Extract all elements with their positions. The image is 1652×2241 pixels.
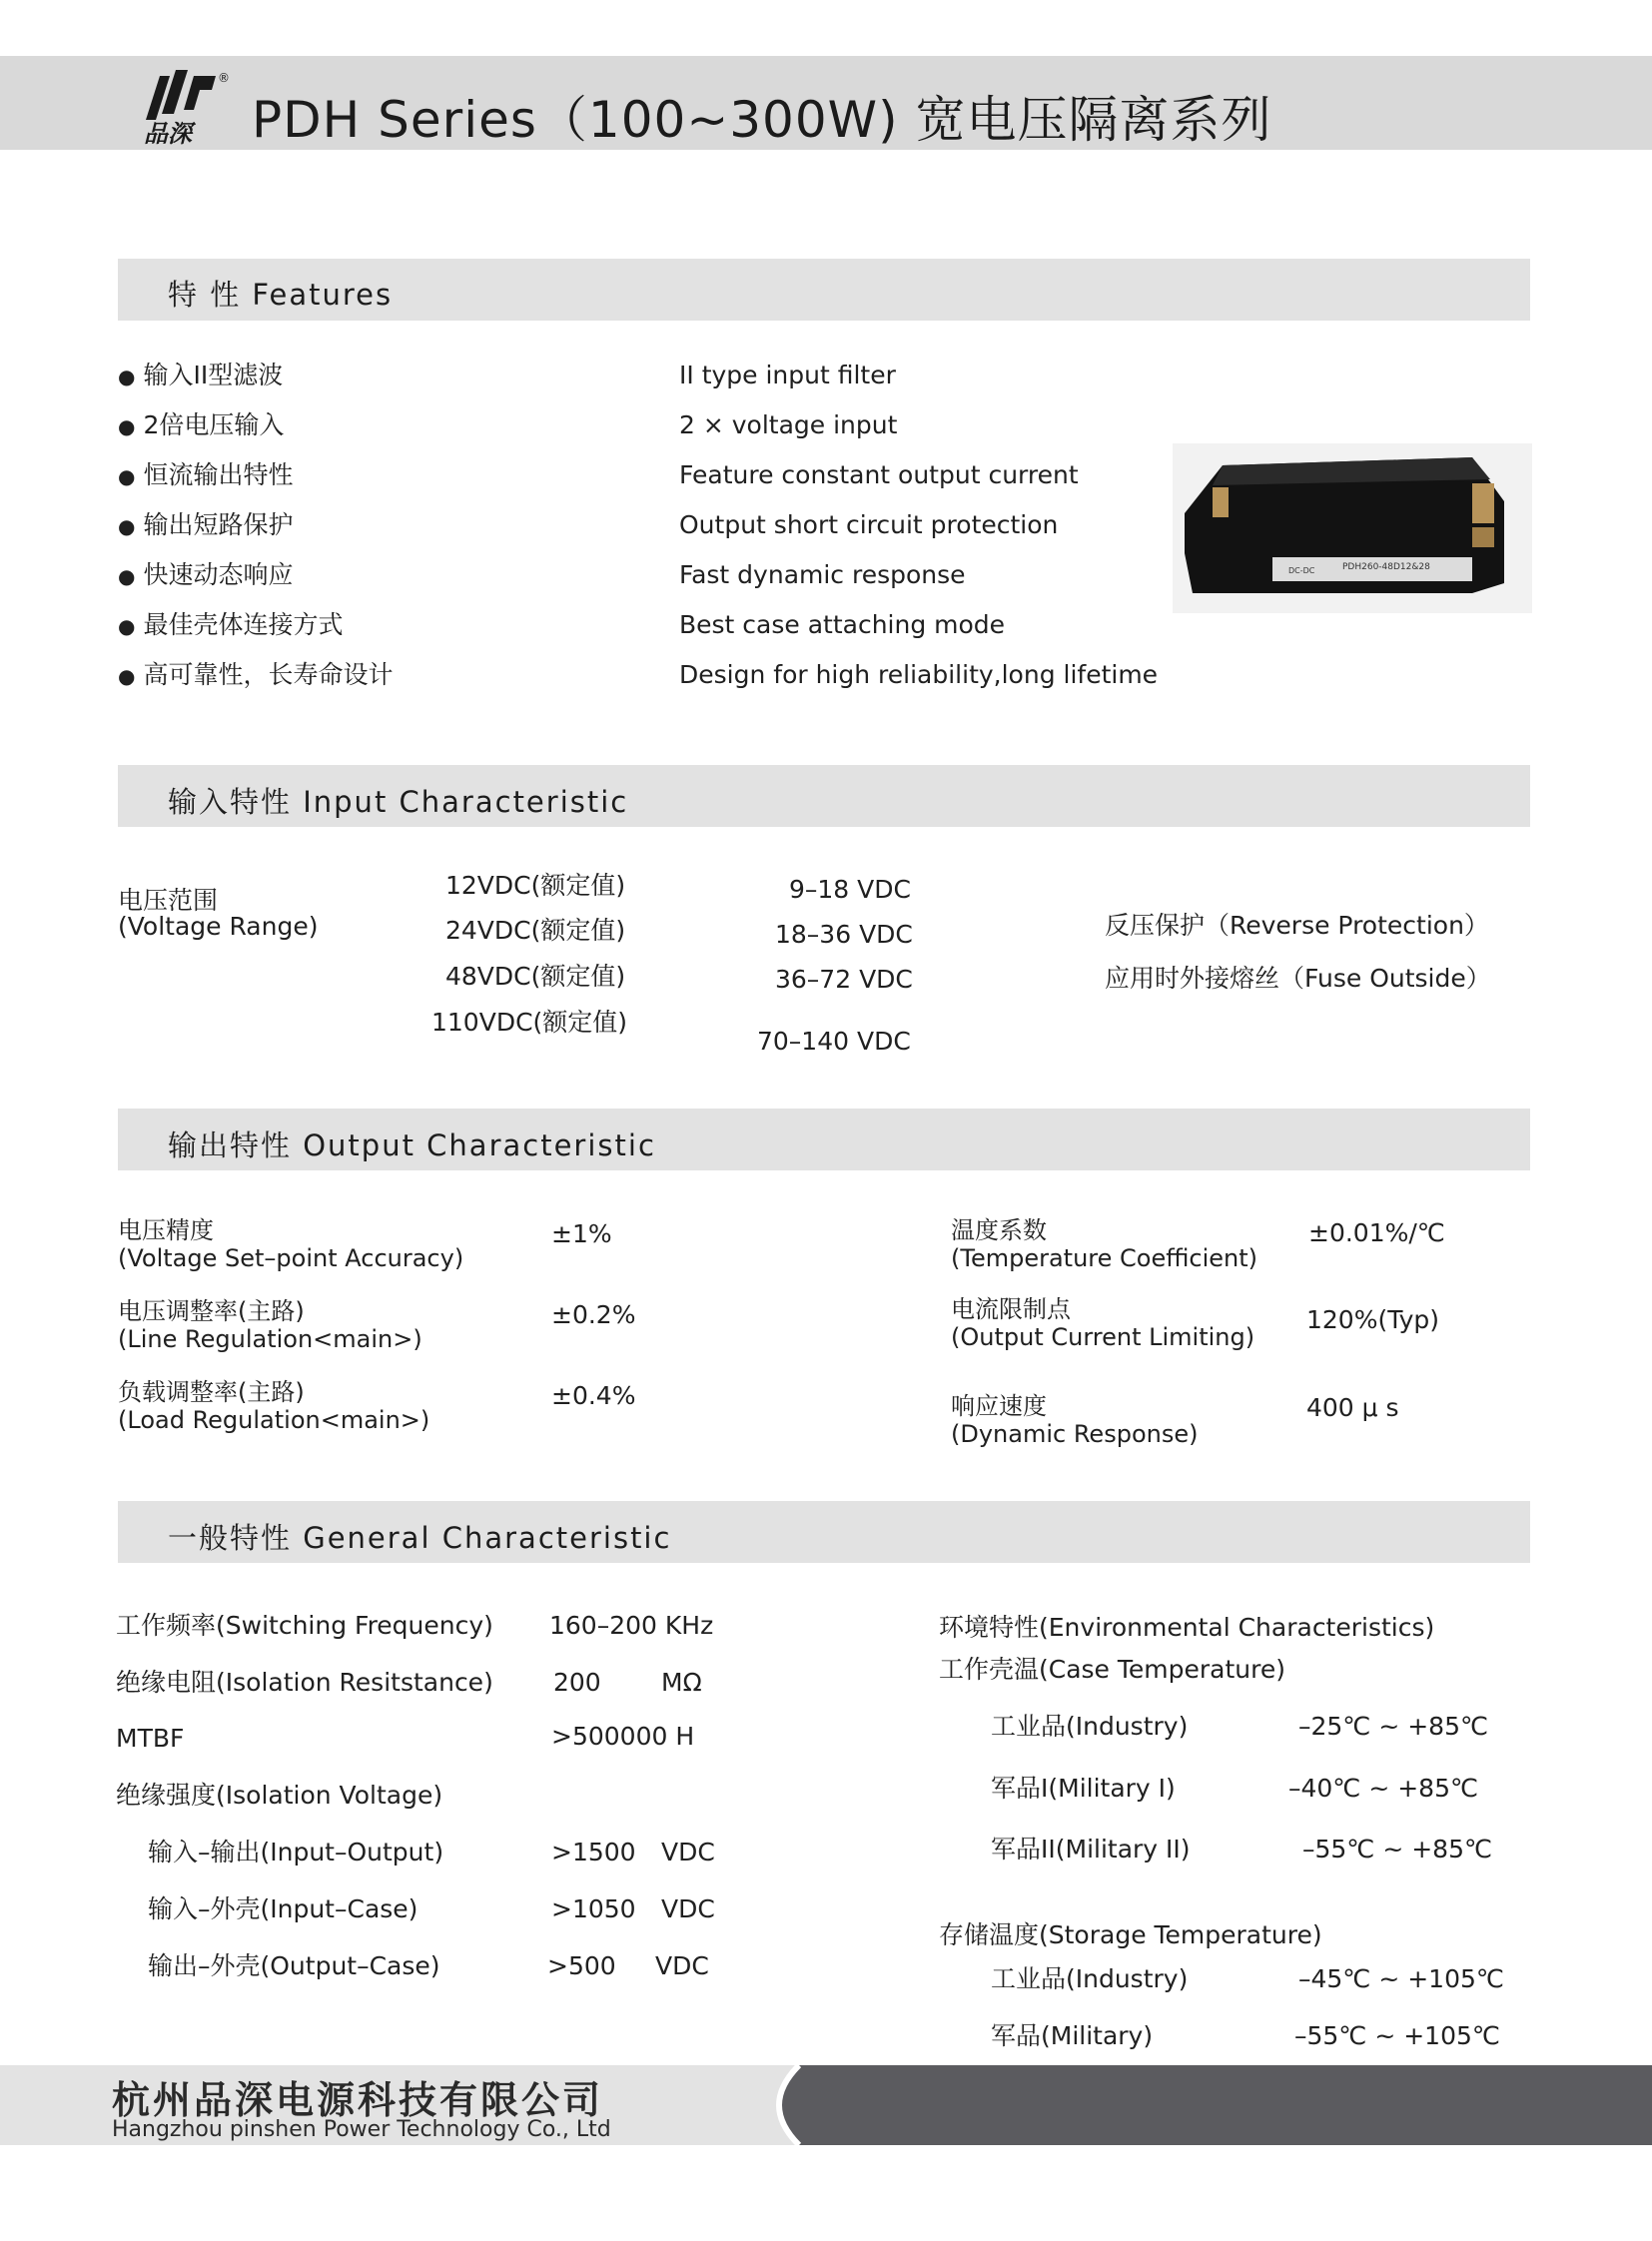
feature-item-en: Best case attaching mode bbox=[679, 610, 1006, 639]
output-value: ±0.01%/℃ bbox=[1308, 1218, 1445, 1247]
feature-item-en: Fast dynamic response bbox=[679, 560, 966, 589]
case-temp-title: 工作壳温(Case Temperature) bbox=[939, 1655, 1285, 1684]
output-value: 120%(Typ) bbox=[1306, 1305, 1440, 1334]
switching-frequency-label: 工作频率(Switching Frequency) bbox=[116, 1611, 493, 1640]
output-title: 输出特性 Output Characteristic bbox=[168, 1128, 656, 1162]
feature-item-en: Output short circuit protection bbox=[679, 510, 1059, 539]
reverse-protection-note: 反压保护（Reverse Protection） bbox=[1105, 911, 1489, 940]
iv-input-case-unit: VDC bbox=[661, 1894, 715, 1923]
bullet-icon: ● bbox=[118, 514, 136, 538]
nominal-110v: 110VDC(额定值) bbox=[431, 1008, 628, 1037]
features-cn-list bbox=[118, 362, 393, 711]
company-name-cn: 杭州品深电源科技有限公司 bbox=[112, 2078, 604, 2122]
range-12v: 9–18 VDC bbox=[789, 875, 911, 904]
output-row: 响应速度 (Dynamic Response) bbox=[951, 1392, 1199, 1449]
bullet-icon: ● bbox=[118, 464, 136, 488]
fuse-outside-note: 应用时外接熔丝（Fuse Outside） bbox=[1105, 964, 1491, 993]
iv-input-output-label: 输入–输出(Input–Output) bbox=[148, 1838, 444, 1867]
photo-model-label: PDH260-48D12&28 bbox=[1342, 562, 1430, 572]
output-row: 电压调整率(主路) (Line Regulation<main>) bbox=[118, 1297, 422, 1354]
isolation-resistance-value: 200 bbox=[553, 1668, 601, 1697]
case-temp-row-value: –25℃ ~ +85℃ bbox=[1298, 1712, 1489, 1741]
case-temp-row-value: –55℃ ~ +85℃ bbox=[1302, 1835, 1493, 1864]
iv-input-case-label: 输入–外壳(Input–Case) bbox=[148, 1894, 418, 1923]
storage-temp-row-value: –45℃ ~ +105℃ bbox=[1298, 1964, 1504, 1993]
output-value: ±0.4% bbox=[551, 1381, 636, 1410]
range-48v: 36–72 VDC bbox=[775, 965, 913, 994]
feature-item-cn: ● 2倍电压输入 bbox=[118, 410, 285, 439]
feature-item-cn: ● 输入II型滤波 bbox=[118, 361, 284, 389]
output-row: 温度系数 (Temperature Coefficient) bbox=[951, 1216, 1258, 1273]
bullet-icon: ● bbox=[118, 414, 136, 438]
feature-item-cn: ● 恒流输出特性 bbox=[118, 460, 294, 489]
general-title: 一般特性 General Characteristic bbox=[168, 1521, 672, 1555]
isolation-voltage-label: 绝缘强度(Isolation Voltage) bbox=[116, 1781, 443, 1810]
feature-item-cn: ● 高可靠性，长寿命设计 bbox=[118, 660, 394, 689]
case-temp-row-value: –40℃ ~ +85℃ bbox=[1288, 1774, 1479, 1803]
mtbf-label: MTBF bbox=[116, 1724, 185, 1753]
output-row: 电流限制点 (Output Current Limiting) bbox=[951, 1295, 1255, 1352]
bullet-icon: ● bbox=[118, 664, 136, 688]
page-title: PDH Series（100~300W) 宽电压隔离系列 bbox=[252, 91, 1272, 149]
bullet-icon: ● bbox=[118, 564, 136, 588]
input-title: 输入特性 Input Characteristic bbox=[168, 785, 629, 819]
photo-dcdc-label: DC-DC bbox=[1288, 566, 1315, 575]
registered-mark: ® bbox=[218, 71, 230, 85]
features-en-list bbox=[679, 362, 1158, 711]
case-temp-row-label: 军品II(Military II) bbox=[991, 1835, 1191, 1864]
isolation-resistance-unit: MΩ bbox=[661, 1668, 702, 1697]
iv-input-case-value: >1050 bbox=[551, 1894, 636, 1923]
feature-item-cn: ● 快速动态响应 bbox=[118, 560, 294, 589]
feature-item-cn: ● 最佳壳体连接方式 bbox=[118, 610, 344, 639]
output-value: 400 μ s bbox=[1306, 1393, 1399, 1422]
feature-item-en: 2 × voltage input bbox=[679, 410, 898, 439]
iv-output-case-label: 输出–外壳(Output–Case) bbox=[148, 1951, 440, 1980]
logo-text: 品深 bbox=[144, 120, 192, 146]
footer-dark-band bbox=[759, 2065, 1652, 2145]
bullet-icon: ● bbox=[118, 614, 136, 638]
storage-temp-title: 存储温度(Storage Temperature) bbox=[939, 1920, 1322, 1949]
output-row: 负载调整率(主路) (Load Regulation<main>) bbox=[118, 1378, 430, 1435]
output-row: 电压精度 (Voltage Set–point Accuracy) bbox=[118, 1216, 464, 1273]
output-value: ±0.2% bbox=[551, 1300, 636, 1329]
storage-temp-row-label: 工业品(Industry) bbox=[991, 1964, 1189, 1993]
mtbf-value: >500000 H bbox=[551, 1722, 695, 1751]
bullet-icon: ● bbox=[118, 365, 136, 388]
nominal-48v: 48VDC(额定值) bbox=[445, 962, 626, 991]
nominal-12v: 12VDC(额定值) bbox=[445, 871, 626, 900]
feature-item-cn: ● 输出短路保护 bbox=[118, 510, 294, 539]
switching-frequency-value: 160–200 KHz bbox=[549, 1611, 714, 1640]
iv-output-case-value: >500 bbox=[547, 1951, 616, 1980]
storage-temp-row-label: 军品(Military) bbox=[991, 2021, 1154, 2050]
iv-input-output-unit: VDC bbox=[661, 1838, 715, 1867]
feature-item-en: II type input filter bbox=[679, 361, 896, 389]
env-title: 环境特性(Environmental Characteristics) bbox=[939, 1613, 1435, 1642]
range-110v: 70–140 VDC bbox=[757, 1027, 911, 1056]
isolation-resistance-label: 绝缘电阻(Isolation Resitstance) bbox=[116, 1668, 493, 1697]
feature-item-en: Design for high reliability,long lifetime bbox=[679, 660, 1159, 689]
range-24v: 18–36 VDC bbox=[775, 920, 913, 949]
voltage-range-label-cn: 电压范围 bbox=[118, 886, 219, 915]
nominal-24v: 24VDC(额定值) bbox=[445, 916, 626, 945]
case-temp-row-label: 军品I(Military I) bbox=[991, 1774, 1176, 1803]
iv-output-case-unit: VDC bbox=[655, 1951, 709, 1980]
features-title: 特 性 Features bbox=[168, 278, 394, 312]
case-temp-row-label: 工业品(Industry) bbox=[991, 1712, 1189, 1741]
output-value: ±1% bbox=[551, 1219, 612, 1248]
storage-temp-row-value: –55℃ ~ +105℃ bbox=[1294, 2021, 1500, 2050]
iv-input-output-value: >1500 bbox=[551, 1838, 636, 1867]
company-name-en: Hangzhou pinshen Power Technology Co., Ltd bbox=[112, 2117, 611, 2142]
voltage-range-label-en: (Voltage Range) bbox=[118, 912, 319, 941]
product-photo bbox=[1173, 443, 1532, 613]
feature-item-en: Feature constant output current bbox=[679, 460, 1079, 489]
brand-logo bbox=[138, 68, 230, 146]
